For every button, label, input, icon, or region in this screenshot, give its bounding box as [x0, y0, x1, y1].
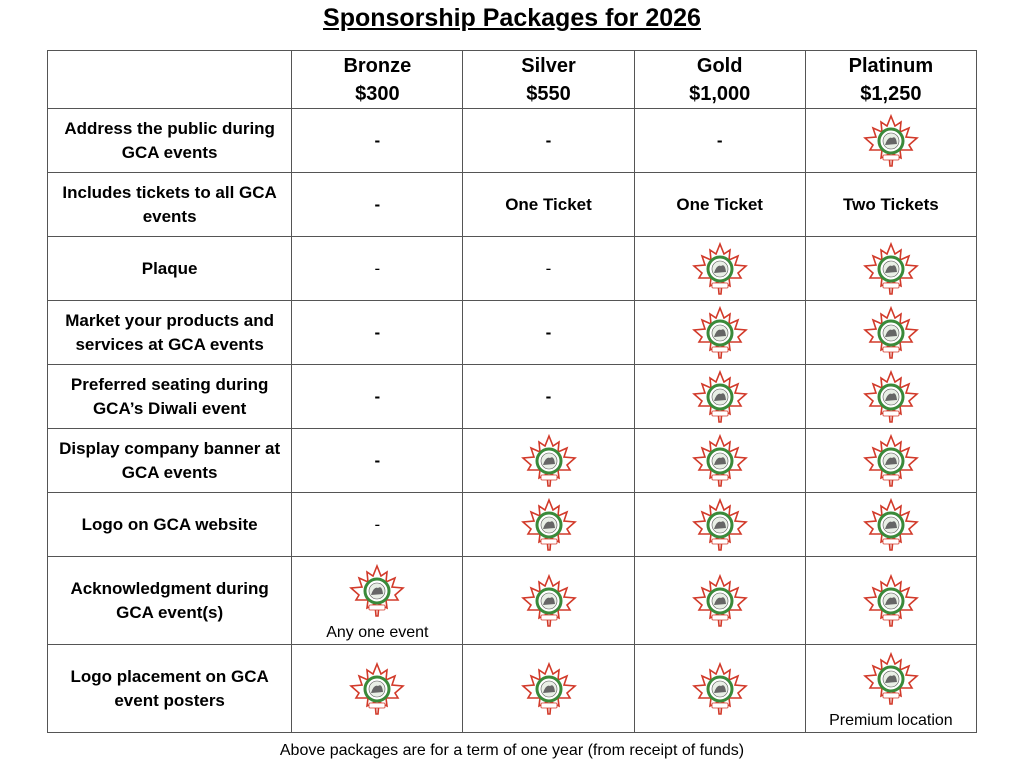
benefit-cell — [805, 645, 976, 733]
benefit-cell-content — [806, 558, 976, 644]
benefit-cell-content — [463, 174, 633, 236]
gca-maple-leaf-logo-icon — [861, 574, 921, 628]
header-platinum — [805, 51, 976, 109]
benefit-cell — [292, 173, 463, 237]
gca-maple-leaf-logo-icon — [690, 434, 750, 488]
gca-maple-leaf-logo-icon — [690, 498, 750, 552]
benefit-cell — [292, 429, 463, 493]
table-header-row — [48, 51, 977, 109]
benefit-cell-content — [292, 174, 462, 236]
benefit-cell — [292, 109, 463, 173]
benefit-cell — [805, 429, 976, 493]
table-row — [48, 237, 977, 301]
header-bronze — [292, 51, 463, 109]
dash-value: - — [374, 322, 381, 342]
feature-label: Acknowledgment during GCA event(s) — [48, 557, 292, 645]
benefit-cell — [634, 557, 805, 645]
benefit-cell-content — [806, 366, 976, 428]
benefit-cell — [292, 237, 463, 301]
tier-name: Silver — [521, 54, 576, 77]
gca-maple-leaf-logo-icon — [519, 662, 579, 716]
table-row — [48, 109, 977, 173]
benefit-cell — [292, 365, 463, 429]
benefit-cell-content — [463, 110, 633, 172]
benefit-cell-content — [635, 430, 805, 492]
benefit-cell-content — [463, 430, 633, 492]
header-silver — [463, 51, 634, 109]
benefit-cell — [634, 645, 805, 733]
dash-value: - — [545, 386, 552, 406]
benefit-cell — [634, 173, 805, 237]
gca-maple-leaf-logo-icon — [347, 662, 407, 716]
feature-label: Preferred seating during GCA’s Diwali event — [48, 365, 292, 429]
benefit-cell — [805, 109, 976, 173]
page-title: Sponsorship Packages for 2026 — [323, 4, 701, 32]
gca-maple-leaf-logo-icon — [690, 574, 750, 628]
benefit-cell-content — [463, 366, 633, 428]
benefit-value: Two Tickets — [843, 194, 939, 214]
benefit-cell-content — [292, 366, 462, 428]
benefit-cell-content — [806, 302, 976, 364]
benefit-note: Any one event — [326, 623, 429, 641]
tier-name: Bronze — [343, 54, 412, 77]
benefit-cell — [292, 645, 463, 733]
benefit-cell-content — [292, 110, 462, 172]
table-row — [48, 493, 977, 557]
feature-label: Market your products and services at GCA events — [48, 301, 292, 365]
benefit-cell-content — [292, 430, 462, 492]
benefit-cell — [805, 557, 976, 645]
benefit-cell-content — [292, 646, 462, 732]
benefit-cell-content — [635, 494, 805, 556]
benefit-cell-content — [463, 238, 633, 300]
benefit-cell-content — [292, 238, 462, 300]
benefit-cell — [463, 301, 634, 365]
benefit-cell — [805, 365, 976, 429]
gca-maple-leaf-logo-icon — [861, 652, 921, 706]
gca-maple-leaf-logo-icon — [861, 242, 921, 296]
benefit-cell — [292, 301, 463, 365]
tier-price: $1,250 — [860, 82, 922, 105]
benefit-cell — [634, 365, 805, 429]
benefit-cell — [463, 645, 634, 733]
benefit-value: One Ticket — [676, 194, 763, 214]
benefit-cell-content — [635, 238, 805, 300]
benefit-cell — [463, 109, 634, 173]
benefit-cell-content — [463, 558, 633, 644]
dash-value: - — [374, 194, 381, 214]
dash-value: - — [716, 130, 723, 150]
benefit-cell — [805, 493, 976, 557]
gca-maple-leaf-logo-icon — [690, 242, 750, 296]
gca-maple-leaf-logo-icon — [861, 434, 921, 488]
benefit-cell-content — [635, 110, 805, 172]
benefit-cell — [463, 237, 634, 301]
table-row — [48, 301, 977, 365]
feature-label: Display company banner at GCA events — [48, 429, 292, 493]
footer-note: Above packages are for a term of one year (from receipt of funds) — [279, 742, 745, 759]
benefit-value: One Ticket — [505, 194, 592, 214]
benefit-cell-content — [635, 646, 805, 732]
gca-maple-leaf-logo-icon — [519, 574, 579, 628]
benefit-cell — [292, 557, 463, 645]
tier-price: $300 — [355, 82, 400, 105]
benefit-cell-content — [292, 302, 462, 364]
benefit-cell-content — [292, 494, 462, 556]
dash-value: - — [374, 514, 381, 534]
dash-value: - — [545, 258, 552, 278]
benefit-cell — [634, 301, 805, 365]
tier-name: Platinum — [848, 54, 934, 77]
benefit-cell — [634, 493, 805, 557]
tier-price: $1,000 — [689, 82, 751, 105]
benefit-cell-content — [806, 174, 976, 236]
gca-maple-leaf-logo-icon — [861, 498, 921, 552]
benefit-cell — [292, 493, 463, 557]
benefit-cell — [805, 173, 976, 237]
feature-label: Logo placement on GCA event posters — [48, 645, 292, 733]
tier-price: $550 — [526, 82, 571, 105]
benefit-cell-content — [463, 302, 633, 364]
benefit-cell — [463, 429, 634, 493]
table-row — [48, 557, 977, 645]
feature-label: Plaque — [48, 237, 292, 301]
dash-value: - — [374, 258, 381, 278]
benefit-cell — [805, 301, 976, 365]
benefit-cell — [634, 109, 805, 173]
benefit-cell-content — [635, 366, 805, 428]
feature-label: Address the public during GCA events — [48, 109, 292, 173]
benefit-cell-content — [806, 494, 976, 556]
dash-value: - — [374, 130, 381, 150]
benefit-cell — [463, 365, 634, 429]
header-empty-cell — [48, 51, 292, 109]
header-gold — [634, 51, 805, 109]
feature-label: Logo on GCA website — [48, 493, 292, 557]
table-row — [48, 173, 977, 237]
benefit-cell-content — [292, 558, 462, 644]
benefit-cell — [805, 237, 976, 301]
benefit-cell-content — [635, 558, 805, 644]
benefit-note: Premium location — [829, 711, 953, 729]
sponsorship-table — [47, 50, 977, 733]
benefit-cell-content — [463, 494, 633, 556]
benefit-cell — [463, 493, 634, 557]
gca-maple-leaf-logo-icon — [347, 564, 407, 618]
gca-maple-leaf-logo-icon — [519, 434, 579, 488]
gca-maple-leaf-logo-icon — [861, 370, 921, 424]
benefit-cell-content — [635, 174, 805, 236]
benefit-cell-content — [806, 430, 976, 492]
table-row — [48, 365, 977, 429]
feature-label: Includes tickets to all GCA events — [48, 173, 292, 237]
dash-value: - — [545, 130, 552, 150]
dash-value: - — [374, 386, 381, 406]
gca-maple-leaf-logo-icon — [861, 114, 921, 168]
benefit-cell-content — [635, 302, 805, 364]
table-row — [48, 645, 977, 733]
gca-maple-leaf-logo-icon — [861, 306, 921, 360]
benefit-cell-content — [806, 110, 976, 172]
dash-value: - — [374, 450, 381, 470]
benefit-cell — [463, 557, 634, 645]
gca-maple-leaf-logo-icon — [519, 498, 579, 552]
table-row — [48, 429, 977, 493]
gca-maple-leaf-logo-icon — [690, 662, 750, 716]
benefit-cell — [463, 173, 634, 237]
gca-maple-leaf-logo-icon — [690, 370, 750, 424]
tier-name: Gold — [696, 54, 743, 77]
benefit-cell-content — [463, 646, 633, 732]
benefit-cell-content — [806, 646, 976, 732]
gca-maple-leaf-logo-icon — [690, 306, 750, 360]
dash-value: - — [545, 322, 552, 342]
benefit-cell — [634, 237, 805, 301]
benefit-cell-content — [806, 238, 976, 300]
benefit-cell — [634, 429, 805, 493]
